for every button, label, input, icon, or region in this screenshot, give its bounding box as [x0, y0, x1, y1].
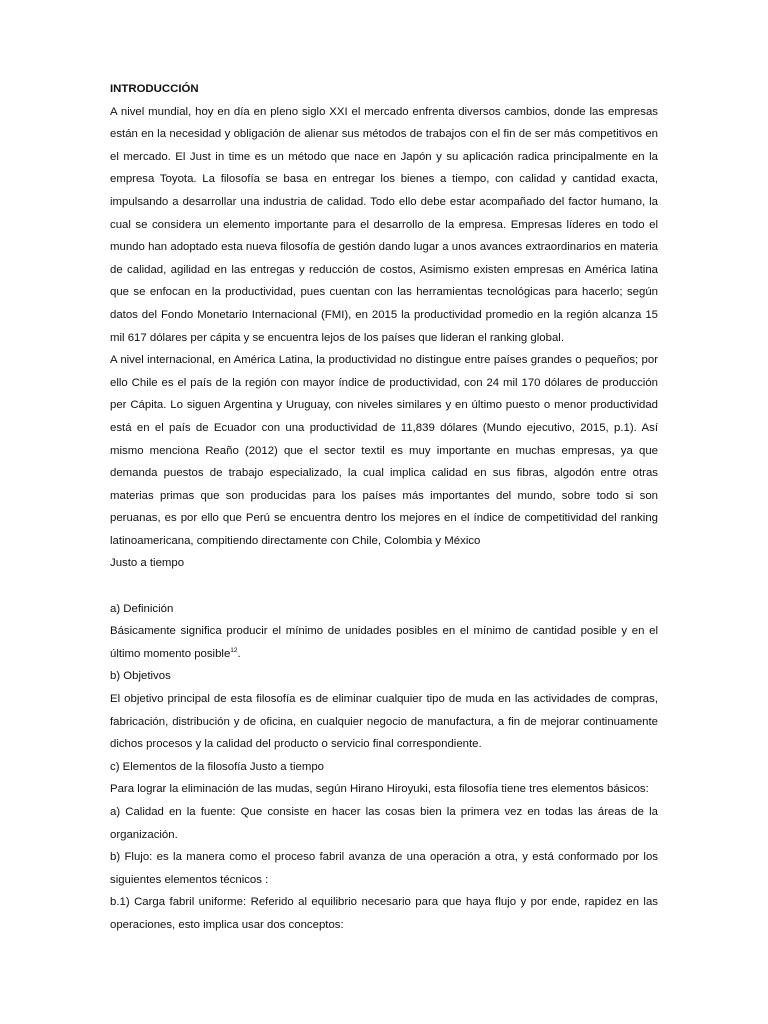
section-b-title: b) Objetivos: [110, 670, 171, 683]
paragraph-international: A nivel internacional, en América Latina, la productividad no distingue entre países grandes o pequeños; por ello Chile es el país de la región con mayor índice de productividad, con 24 mil 170 dólares de producción per Cápita. Lo siguen Argentina y Uruguay, con niveles similares y en último puesto o menor productividad está en el país de Ecuador con una productividad de 11,839 dólares (Mundo ejecutivo, 2015, p.1). Así mismo menciona Reaño (2012) que el sector textil es muy importante en muchas empresas, ya que demanda puestos de trabajo especializado, la cual implica calidad en sus fibras, algodón entre otras materias primas que son producidas para los países más importantes del mundo, sobre todo si son peruanas, es por ello que Perú se encuentra dentro los mejores en el índice de competitividad del ranking latinoamericana, compitiendo directamente con Chile, Colombia y México: [110, 354, 658, 547]
section-a-text: Básicamente significa producir el mínimo de unidades posibles en el mínimo de cantidad posible y en el último momento posible: [110, 625, 658, 660]
blank-line: [110, 575, 658, 598]
section-c-title: c) Elementos de la filosofía Justo a tiempo: [110, 760, 324, 773]
section-a-title: a) Definición: [110, 602, 174, 615]
section-a-end: .: [237, 647, 241, 660]
section-c-intro: Para lograr la eliminación de las mudas, según Hirano Hiroyuki, esta filosofía tiene tres elementos básicos:: [110, 783, 649, 796]
paragraph-intro: A nivel mundial, hoy en día en pleno siglo XXI el mercado enfrenta diversos cambios, donde las empresas están en la necesidad y obligación de alienar sus métodos de trabajos con el fin de ser más competitivos en el mercado. El Just in time es un método que nace en Japón y su aplicación radica principalmente en la empresa Toyota. La filosofía se basa en entregar los bienes a tiempo, con calidad y cantidad exacta, impulsando a desarrollar una industria de calidad. Todo ello debe estar acompañado del factor humano, la cual se considera un elemento importante para el desarrollo de la empresa. Empresas líderes en todo el mundo han adoptado esta nueva filosofía de gestión dando lugar a unos avances extraordinarios en materia de calidad, agilidad en las entregas y reducción de costos, Asimismo existen empresas en América latina que se enfocan en la productividad, pues cuentan con las herramientas tecnológicas para hacerlo; según datos del Fondo Monetario Internacional (FMI), en 2015 la productividad promedio en la región alcanza 15 mil 617 dólares per cápita y se encuentra lejos de los países que lideran el ranking global.: [110, 105, 658, 344]
subtitle-justo-a-tiempo: Justo a tiempo: [110, 557, 185, 570]
section-a-paragraph: [110, 620, 658, 665]
document-page: [110, 78, 658, 937]
section-b-paragraph: El objetivo principal de esta filosofía es de eliminar cualquier tipo de muda en las actividades de compras, fabricación, distribución y de oficina, en cualquier negocio de manufactura, a fin de mejorar continuamente dichos procesos y la calidad del producto o servicio final correspondiente.: [110, 693, 658, 751]
section-heading: INTRODUCCIÓN: [110, 83, 199, 95]
list-item-b1: b.1) Carga fabril uniforme: Referido al equilibrio necesario para que haya flujo y por ende, rapidez en las operaciones, esto implica usar dos conceptos:: [110, 896, 658, 931]
list-item-a: a) Calidad en la fuente: Que consiste en hacer las cosas bien la primera vez en todas las áreas de la organización.: [110, 806, 658, 841]
list-item-b: b) Flujo: es la manera como el proceso fabril avanza de una operación a otra, y está conformado por los siguientes elementos técnicos :: [110, 851, 658, 886]
footnote-marker: 12: [230, 647, 238, 655]
